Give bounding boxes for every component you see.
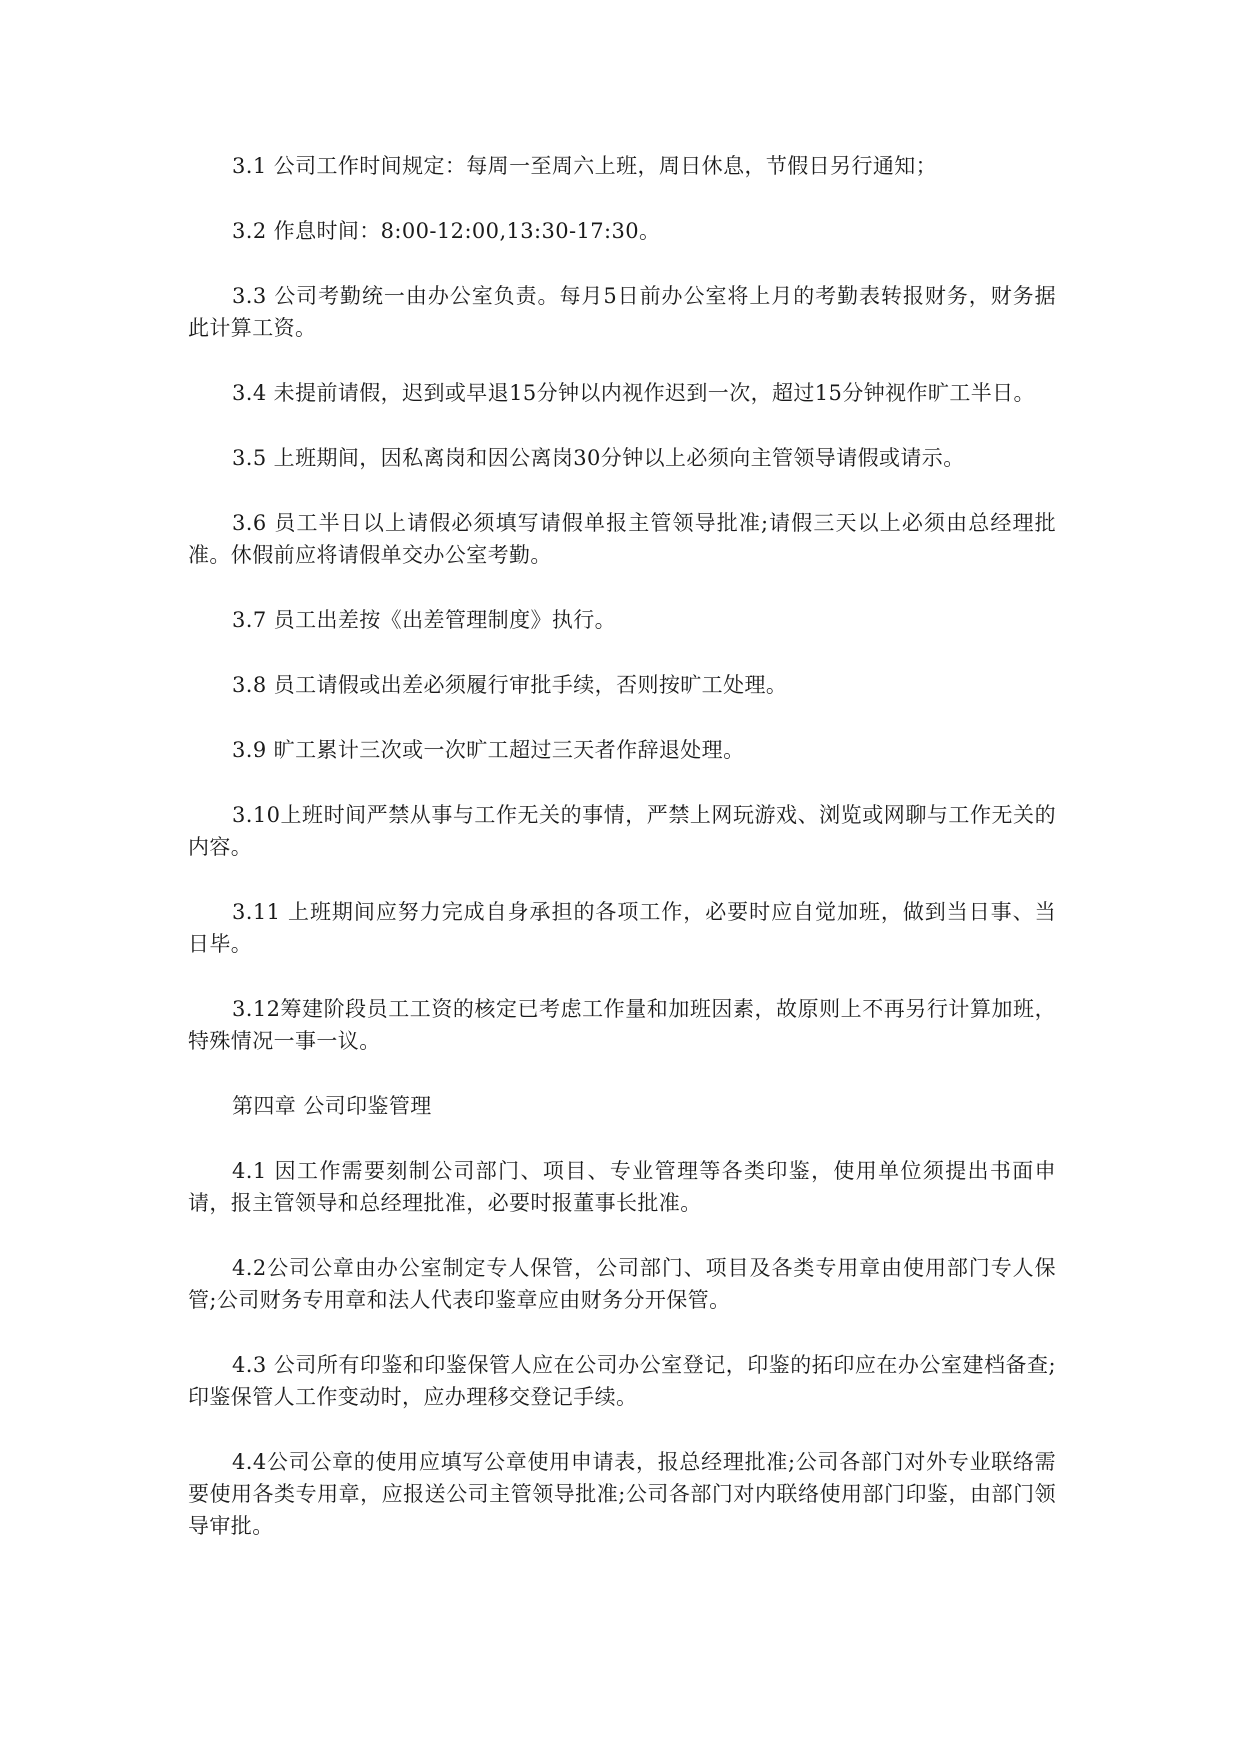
paragraph-3-4: 3.4 未提前请假，迟到或早退15分钟以内视作迟到一次，超过15分钟视作旷工半日。 bbox=[232, 381, 1035, 405]
paragraph-3-12: 3.12筹建阶段员工工资的核定已考虑工作量和加班因素，故原则上不再另行计算加班，特殊情况一事一议。 bbox=[188, 997, 1056, 1053]
chapter-heading: 第四章 公司印鉴管理 bbox=[232, 1094, 432, 1118]
paragraph-4-3: 4.3 公司所有印鉴和印鉴保管人应在公司办公室登记，印鉴的拓印应在办公室建档备查;印鉴保管人工作变动时，应办理移交登记手续。 bbox=[188, 1353, 1056, 1409]
paragraph-3-5: 3.5 上班期间，因私离岗和因公离岗30分钟以上必须向主管领导请假或请示。 bbox=[232, 446, 965, 470]
paragraph-4-1: 4.1 因工作需要刻制公司部门、项目、专业管理等各类印鉴，使用单位须提出书面申请，报主管领导和总经理批准，必要时报董事长批准。 bbox=[188, 1159, 1056, 1215]
paragraph-3-9: 3.9 旷工累计三次或一次旷工超过三天者作辞退处理。 bbox=[232, 738, 745, 762]
paragraph-4-4: 4.4公司公章的使用应填写公章使用申请表，报总经理批准;公司各部门对外专业联络需要使用各类专用章，应报送公司主管领导批准;公司各部门对内联络使用部门印鉴，由部门领导审批。 bbox=[188, 1450, 1056, 1538]
paragraph-3-11: 3.11 上班期间应努力完成自身承担的各项工作，必要时应自觉加班，做到当日事、当日毕。 bbox=[188, 900, 1056, 956]
document-body bbox=[188, 150, 1056, 1575]
paragraph-3-10: 3.10上班时间严禁从事与工作无关的事情，严禁上网玩游戏、浏览或网聊与工作无关的内容。 bbox=[188, 803, 1056, 859]
paragraph-3-2: 3.2 作息时间：8:00-12:00,13:30-17:30。 bbox=[232, 219, 661, 243]
paragraph-4-2: 4.2公司公章由办公室制定专人保管，公司部门、项目及各类专用章由使用部门专人保管;公司财务专用章和法人代表印鉴章应由财务分开保管。 bbox=[188, 1256, 1056, 1312]
paragraph-3-8: 3.8 员工请假或出差必须履行审批手续，否则按旷工处理。 bbox=[232, 673, 788, 697]
paragraph-3-3: 3.3 公司考勤统一由办公室负责。每月5日前办公室将上月的考勤表转报财务，财务据此计算工资。 bbox=[188, 284, 1056, 340]
paragraph-3-7: 3.7 员工出差按《出差管理制度》执行。 bbox=[232, 608, 617, 632]
paragraph-3-6: 3.6 员工半日以上请假必须填写请假单报主管领导批准;请假三天以上必须由总经理批准。休假前应将请假单交办公室考勤。 bbox=[188, 511, 1056, 567]
paragraph-3-1: 3.1 公司工作时间规定：每周一至周六上班，周日休息，节假日另行通知； bbox=[232, 154, 938, 178]
